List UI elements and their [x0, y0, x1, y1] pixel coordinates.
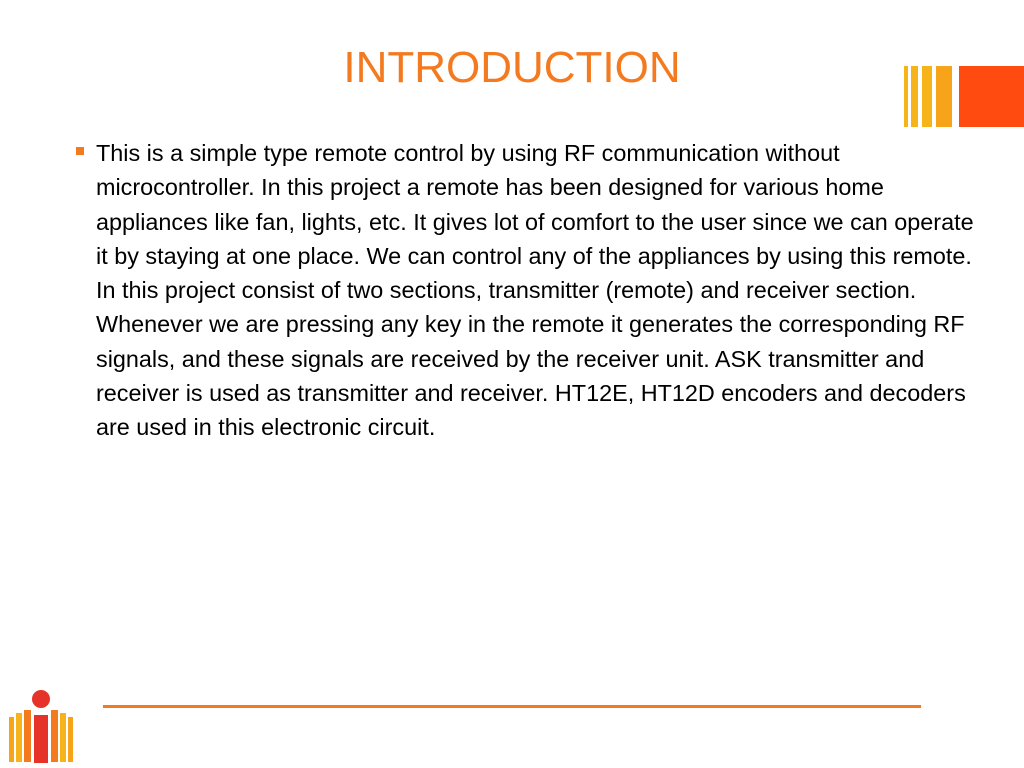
footer-divider	[103, 705, 921, 708]
content-body	[76, 136, 986, 445]
bullet-text: This is a simple type remote control by using RF communication without microcontroller. In this project a remote has been designed for various home appliances like fan, lights, etc. It gives lot of comfort to the user since we can operate it by staying at one place. We can control any of the appliances by using this remote. In this project consist of two sections, transmitter (remote) and receiver section. Whenever we are pressing any key in the remote it generates the corresponding RF signals, and these signals are received by the receiver unit. ASK transmitter and receiver is used as transmitter and receiver. HT12E, HT12D encoders and decoders are used in this electronic circuit.	[96, 140, 974, 441]
slide-title: INTRODUCTION	[343, 43, 681, 92]
square-bullet-icon	[76, 147, 84, 155]
bullet-item	[76, 136, 986, 445]
book-person-logo-icon	[6, 689, 80, 765]
stripes-decoration-icon	[901, 64, 1024, 128]
